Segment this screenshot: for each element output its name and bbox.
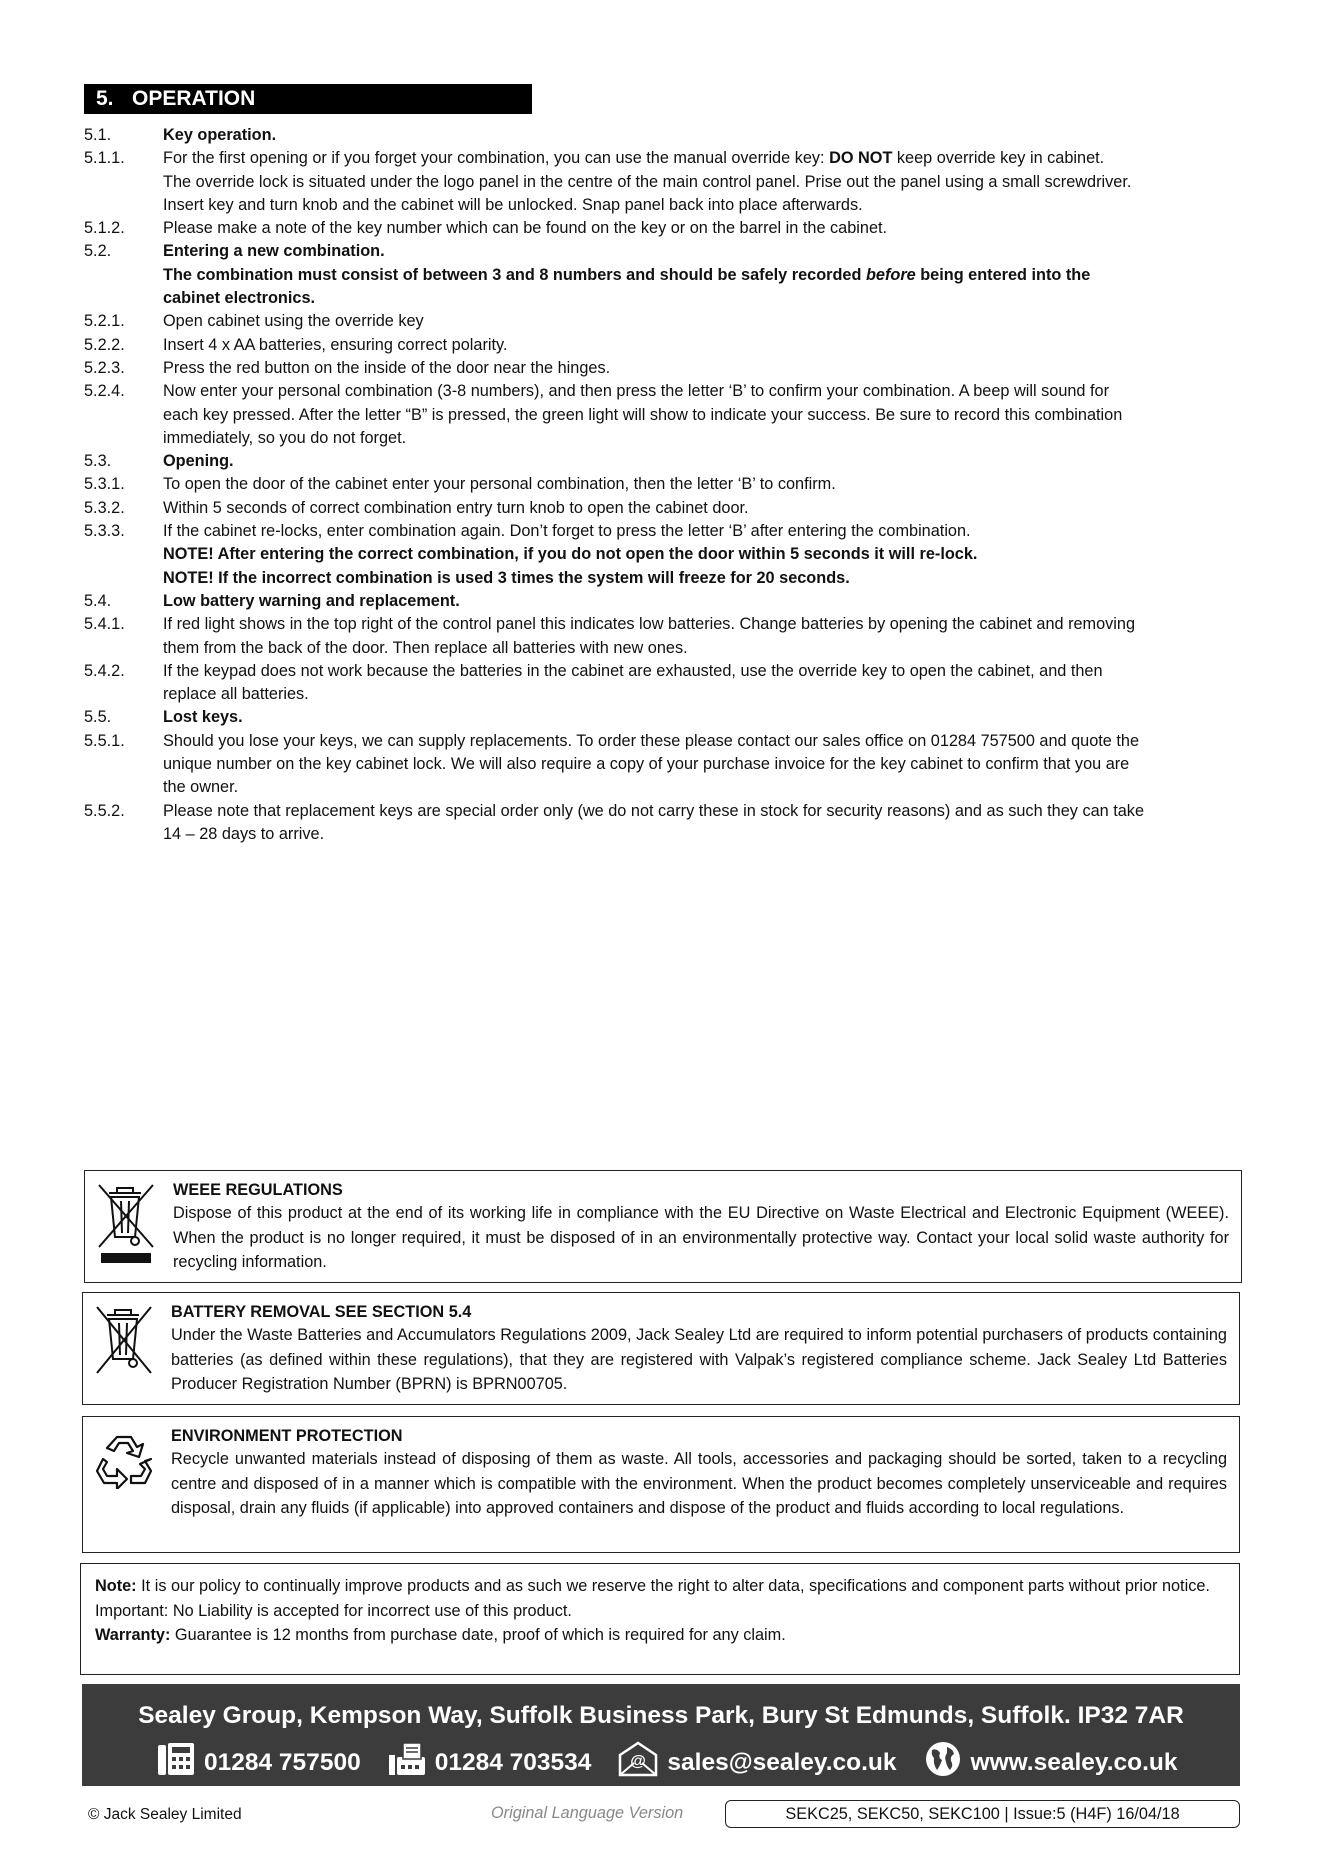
operation-text-part: before xyxy=(865,265,916,284)
operation-text: Lost keys. xyxy=(163,708,243,727)
document-footer xyxy=(88,1800,1240,1828)
operation-item xyxy=(84,287,1240,310)
operation-item xyxy=(84,473,1240,496)
operation-item xyxy=(84,124,1240,147)
operation-item xyxy=(84,240,1240,263)
operation-number xyxy=(84,753,163,776)
operation-text: Key operation. xyxy=(163,126,277,144)
operation-number: 5.4.2. xyxy=(84,661,125,680)
operation-text: If the cabinet re-locks, enter combination again. Don’t forget to press the letter ‘B’ after entering the combination. xyxy=(163,522,971,541)
operation-item xyxy=(84,194,1240,217)
fax-contact[interactable] xyxy=(387,1741,592,1784)
copyright: © Jack Sealey Limited xyxy=(88,1806,242,1823)
email-icon xyxy=(617,1741,667,1784)
operation-item xyxy=(84,427,1240,450)
operation-item xyxy=(84,310,1240,333)
operation-number: 5.3.1. xyxy=(84,475,125,494)
important-label: Important xyxy=(95,1601,164,1620)
issue-info: SEKC25, SEKC50, SEKC100 | Issue:5 (H4F) 16/04/18 xyxy=(725,1800,1240,1828)
environment-title: ENVIRONMENT PROTECTION xyxy=(171,1427,403,1445)
operation-number: 5.5.2. xyxy=(84,801,125,820)
operation-item xyxy=(84,357,1240,380)
operation-text-part: DO NOT xyxy=(829,149,893,168)
operation-list xyxy=(84,124,1240,846)
operation-number: 5.5. xyxy=(84,708,112,727)
environment-body: Recycle unwanted materials instead of disposing of them as waste. All tools, accessories and packaging should be sorted, taken to a recycling centre and disposed of in a manner which is compatible with the environment. When the product becomes completely unserviceable and requires disposal, drain any fluids (if applicable) into approved containers and dispose of the product and fluids according to local regulations. xyxy=(171,1450,1227,1517)
note-text: It is our policy to continually improve products and as such we reserve the right to alter data, specifications and component parts without prior notice. xyxy=(136,1577,1210,1595)
operation-item xyxy=(84,171,1240,194)
operation-text: Open cabinet using the override key xyxy=(163,312,424,331)
operation-number xyxy=(84,776,163,799)
operation-text: each key pressed. After the letter “B” is pressed, the green light will show to indicate your success. Be sure to record this combination xyxy=(163,405,1123,424)
operation-text: NOTE! If the incorrect combination is used 3 times the system will freeze for 20 seconds. xyxy=(163,568,850,587)
operation-text: unique number on the key cabinet lock. We will also require a copy of your purchase invoice for the key cabinet to confirm that you are xyxy=(163,755,1130,774)
operation-item xyxy=(84,823,1240,846)
operation-number: 5.4.1. xyxy=(84,615,125,634)
operation-text: Opening. xyxy=(163,452,234,471)
operation-number xyxy=(84,543,163,566)
operation-number: 5.4. xyxy=(84,591,112,610)
operation-number xyxy=(84,683,163,706)
section-header xyxy=(84,84,532,114)
operation-number xyxy=(84,823,163,846)
weee-title: WEEE REGULATIONS xyxy=(173,1181,343,1199)
fax-icon xyxy=(387,1741,435,1784)
operation-text: NOTE! After entering the correct combination, if you do not open the door within 5 seconds it will re-lock. xyxy=(163,545,978,564)
operation-item xyxy=(84,637,1240,660)
fax-number: 01284 703534 xyxy=(434,1748,592,1776)
operation-item xyxy=(84,567,1240,590)
website: www.sealey.co.uk xyxy=(970,1748,1178,1776)
operation-number: 5.3. xyxy=(84,452,112,471)
battery-body: Under the Waste Batteries and Accumulators Regulations 2009, Jack Sealey Ltd are required to inform potential purchasers of products containing batteries (as defined within these regulations), that they are registered with Valpak’s registered compliance scheme. Jack Sealey Ltd Batteries Producer Registration Number (BPRN) is BPRN00705. xyxy=(171,1326,1227,1393)
operation-number: 5.2.1. xyxy=(84,312,125,331)
battery-title: BATTERY REMOVAL SEE SECTION 5.4 xyxy=(171,1303,472,1321)
note-label: Note: xyxy=(95,1577,137,1595)
operation-number: 5.2.4. xyxy=(84,382,125,401)
warranty-text: Guarantee is 12 months from purchase date, proof of which is required for any claim. xyxy=(170,1626,786,1644)
battery-bin-icon xyxy=(93,1303,153,1384)
phone-contact[interactable] xyxy=(156,1741,361,1784)
operation-item xyxy=(84,217,1240,240)
operation-item xyxy=(84,590,1240,613)
operation-number xyxy=(84,287,163,310)
note-line xyxy=(95,1574,1227,1599)
operation-item xyxy=(84,613,1240,636)
important-text: : No Liability is accepted for incorrect use of this product. xyxy=(163,1601,572,1620)
operation-item xyxy=(84,660,1240,683)
operation-text: Now enter your personal combination (3-8 numbers), and then press the letter ‘B’ to confirm your combination. A beep will sound for xyxy=(163,382,1110,401)
operation-item xyxy=(84,800,1240,823)
operation-text: Low battery warning and replacement. xyxy=(163,591,460,610)
operation-text: Within 5 seconds of correct combination entry turn knob to open the cabinet door. xyxy=(163,498,749,517)
operation-number: 5.1.1. xyxy=(84,149,125,168)
operation-number xyxy=(84,637,163,660)
operation-text: Please make a note of the key number which can be found on the key or on the barrel in the cabinet. xyxy=(163,219,888,238)
operation-text: cabinet electronics. xyxy=(163,289,316,308)
phone-icon xyxy=(156,1741,204,1784)
operation-number xyxy=(84,427,163,450)
operation-item xyxy=(84,497,1240,520)
environment-box xyxy=(82,1416,1240,1553)
operation-item xyxy=(84,706,1240,729)
operation-number xyxy=(84,567,163,590)
operation-text: the owner. xyxy=(163,778,239,797)
operation-text: Please note that replacement keys are special order only (we do not carry these in stock for security reasons) and as such they can take xyxy=(163,801,1144,820)
operation-number xyxy=(84,171,163,194)
recycle-icon xyxy=(93,1431,155,1494)
operation-text xyxy=(163,264,1240,287)
operation-number: 5.3.2. xyxy=(84,498,125,517)
warranty-line xyxy=(95,1623,1227,1648)
weee-bin-icon xyxy=(95,1181,155,1270)
operation-text: them from the back of the door. Then replace all batteries with new ones. xyxy=(163,638,688,657)
contact-row xyxy=(156,1740,1204,1785)
operation-item xyxy=(84,450,1240,473)
operation-number: 5.2.2. xyxy=(84,335,125,354)
language-version: Original Language Version xyxy=(491,1804,684,1822)
operation-number: 5.1. xyxy=(84,126,112,144)
operation-text: If the keypad does not work because the batteries in the cabinet are exhausted, use the override key to open the cabinet, and then xyxy=(163,661,1103,680)
operation-text: Insert 4 x AA batteries, ensuring correct polarity. xyxy=(163,335,508,354)
operation-item xyxy=(84,683,1240,706)
operation-text: If red light shows in the top right of the control panel this indicates low batteries. Change batteries by opening the cabinet and removing xyxy=(163,615,1136,634)
weee-body: Dispose of this product at the end of its working life in compliance with the EU Directive on Waste Electrical and Electronic Equipment (WEEE). When the product is no longer required, it must be disposed of in an environmentally protective way. Contact your local solid waste authority for recycling information. xyxy=(173,1204,1229,1271)
operation-number: 5.1.2. xyxy=(84,219,125,238)
operation-text-part: keep override key in cabinet. xyxy=(892,149,1105,168)
company-address: Sealey Group, Kempson Way, Suffolk Business Park, Bury St Edmunds, Suffolk. IP32 7AR xyxy=(138,1702,1184,1729)
operation-number: 5.3.3. xyxy=(84,522,125,541)
operation-number: 5.5.1. xyxy=(84,731,125,750)
operation-number xyxy=(84,264,163,287)
operation-text: To open the door of the cabinet enter your personal combination, then the letter ‘B’ to confirm. xyxy=(163,475,836,494)
operation-number: 5.2. xyxy=(84,242,112,261)
operation-text-part: For the first opening or if you forget your combination, you can use the manual override key: xyxy=(163,149,830,168)
phone-number: 01284 757500 xyxy=(204,1748,361,1776)
operation-number: 5.2.3. xyxy=(84,358,125,377)
footer-bar xyxy=(82,1684,1240,1786)
operation-text: replace all batteries. xyxy=(163,685,309,704)
weee-box xyxy=(84,1170,1242,1283)
operation-item xyxy=(84,334,1240,357)
operation-text xyxy=(163,147,1240,170)
operation-item xyxy=(84,264,1240,287)
operation-item xyxy=(84,730,1240,753)
section-title: OPERATION xyxy=(132,87,256,110)
svg-text:@: @ xyxy=(630,1753,647,1770)
globe-icon xyxy=(923,1740,971,1785)
email-address: sales@sealey.co.uk xyxy=(667,1748,897,1776)
operation-number xyxy=(84,194,163,217)
operation-text: Press the red button on the inside of the door near the hinges. xyxy=(163,358,611,377)
operation-item xyxy=(84,404,1240,427)
important-line xyxy=(95,1599,1227,1624)
operation-text: The override lock is situated under the logo panel in the centre of the main control panel. Prise out the panel using a small screwdriver. xyxy=(163,172,1132,191)
operation-text: Entering a new combination. xyxy=(163,242,385,261)
operation-item xyxy=(84,776,1240,799)
warranty-label: Warranty: xyxy=(95,1626,171,1644)
operation-text-part: The combination must consist of between 3 and 8 numbers and should be safely recorded xyxy=(163,265,866,284)
operation-text-part: being entered into the xyxy=(915,265,1091,284)
operation-text: Should you lose your keys, we can supply replacements. To order these please contact our sales office on 01284 757500 and quote the xyxy=(163,731,1140,750)
operation-text: Insert key and turn knob and the cabinet will be unlocked. Snap panel back into place afterwards. xyxy=(163,195,863,214)
operation-item xyxy=(84,753,1240,776)
operation-item xyxy=(84,543,1240,566)
operation-item xyxy=(84,380,1240,403)
web-contact[interactable] xyxy=(923,1740,1178,1785)
operation-item xyxy=(84,520,1240,543)
email-contact[interactable] xyxy=(617,1741,896,1784)
operation-item xyxy=(84,147,1240,170)
operation-number xyxy=(84,404,163,427)
section-number: 5. xyxy=(96,87,114,110)
operation-text: 14 – 28 days to arrive. xyxy=(163,824,325,843)
battery-box xyxy=(82,1292,1240,1405)
notes-box xyxy=(80,1563,1240,1675)
operation-text: immediately, so you do not forget. xyxy=(163,428,407,447)
